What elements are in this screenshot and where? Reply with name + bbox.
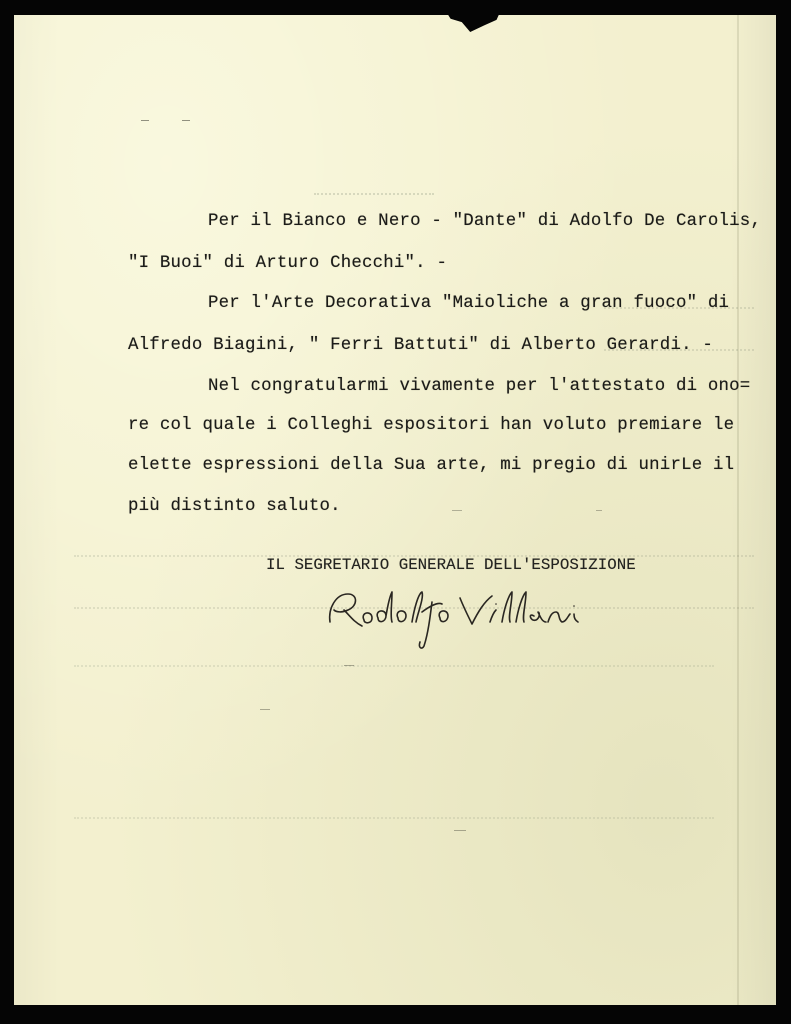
letter-line: Per l'Arte Decorativa "Maioliche a gran fuoco" di [208,294,730,313]
typewriter-mark [344,665,354,666]
typewriter-mark [452,510,462,511]
typewriter-mark [454,830,466,831]
letter-line: Nel congratularmi vivamente per l'attestato di ono= [208,377,751,396]
paper-fold [737,15,739,1005]
handwritten-signature [322,582,584,652]
letter-line: elette espressioni della Sua arte, mi pregio di unirLe il [128,456,735,475]
letter-line: Alfredo Biagini, " Ferri Battuti" di Alberto Gerardi. - [128,336,713,355]
letter-line: re col quale i Colleghi espositori han voluto premiare le [128,416,735,435]
closing-title: IL SEGRETARIO GENERALE DELL'ESPOSIZIONE [266,556,636,574]
typewriter-mark [182,120,190,121]
letter-line: Per il Bianco e Nero - "Dante" di Adolfo De Carolis, [208,212,762,231]
show-through-mark [314,193,434,203]
letter-line: "I Buoi" di Arturo Checchi". - [128,254,448,273]
letter-line: più distinto saluto. [128,497,341,516]
typewriter-mark [141,120,149,121]
show-through-mark [74,665,714,819]
typewriter-mark [596,510,602,511]
typewriter-mark [260,709,270,710]
